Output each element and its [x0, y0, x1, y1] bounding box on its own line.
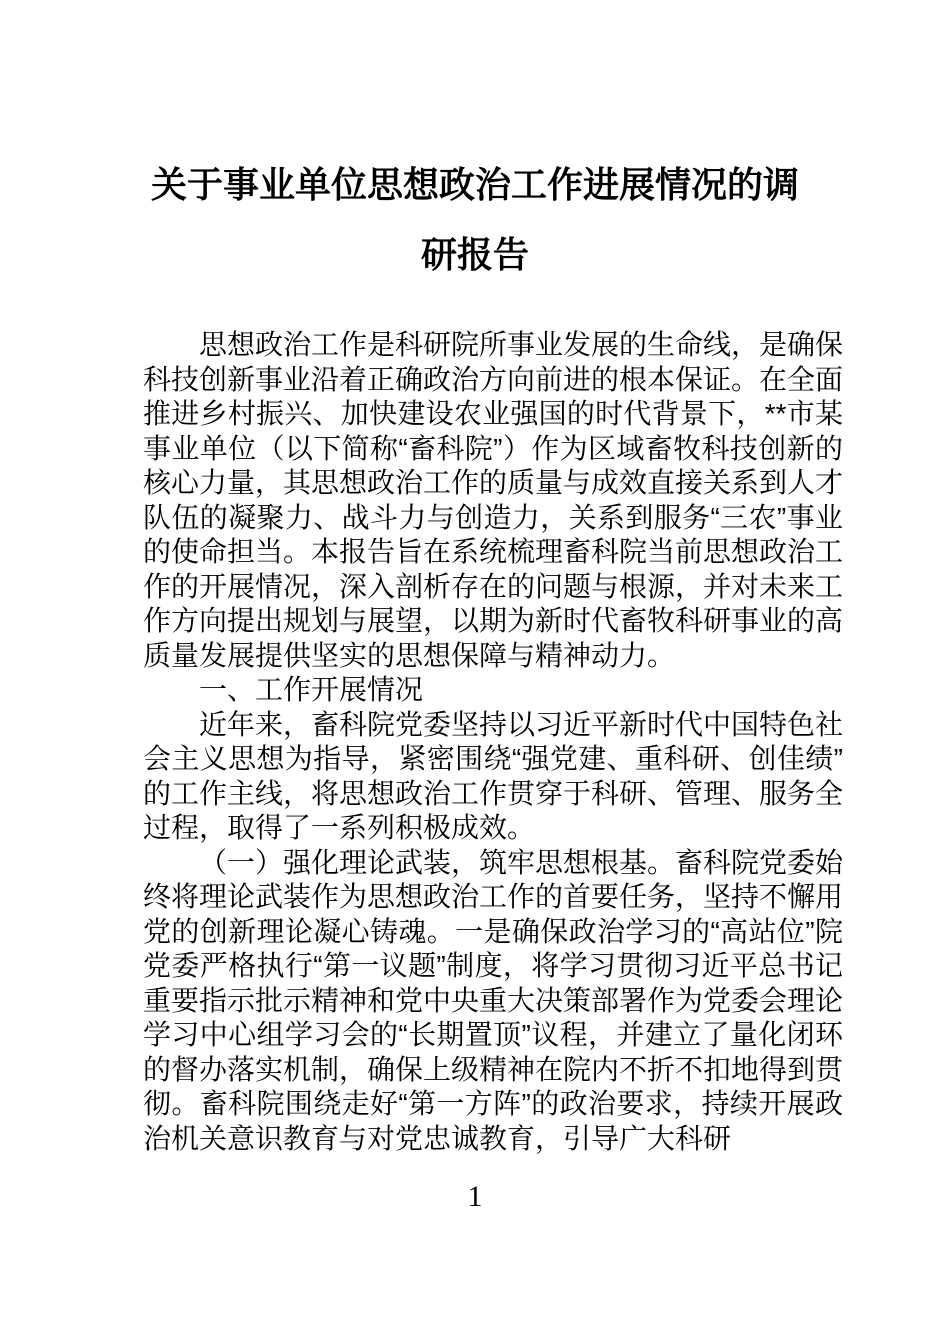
document-body: [143, 328, 843, 1156]
paragraph-section-overview: 近年来，畜科院党委坚持以习近平新时代中国特色社会主义思想为指导，紧密围绕“强党建、重科研、创佳绩”的工作主线，将思想政治工作贯穿于科研、管理、服务全过程，取得了一系列积极成效。: [143, 708, 844, 843]
paragraph-subsection-theory-arming: （一）强化理论武装，筑牢思想根基。畜科院党委始终将理论武装作为思想政治工作的首要任务，坚持不懈用党的创新理论凝心铸魂。一是确保政治学习的“高站位”院党委严格执行“第一议题”制度，将学习贯彻习近平总书记重要指示批示精神和党中央重大决策部署作为党委会理论学习中心组学习会的“长期置顶”议程，并建立了量化闭环的督办落实机制，确保上级精神在院内不折不扣地得到贯彻。畜科院围绕走好“第一方阵”的政治要求，持续开展政治机关意识教育与对党忠诚教育，引导广大科研: [143, 846, 844, 1154]
document-title: 关于事业单位思想政治工作进展情况的调研报告: [150, 164, 799, 275]
section-heading-work-progress: 一、工作开展情况: [199, 674, 424, 705]
page-number: 1: [467, 1180, 483, 1213]
paragraph-introduction: 思想政治工作是科研院所事业发展的生命线，是确保科技创新事业沿着正确政治方向前进的根本保证。在全面推进乡村振兴、加快建设农业强国的时代背景下，**市某事业单位（以下简称“畜科院”）作为区域畜牧科技创新的核心力量，其思想政治工作的质量与成效直接关系到人才队伍的凝聚力、战斗力与创造力，关系到服务“三农”事业的使命担当。本报告旨在系统梳理畜科院当前思想政治工作的开展情况，深入剖析存在的问题与根源，并对未来工作方向提出规划与展望，以期为新时代畜牧科研事业的高质量发展提供坚实的思想保障与精神动力。: [143, 329, 844, 671]
